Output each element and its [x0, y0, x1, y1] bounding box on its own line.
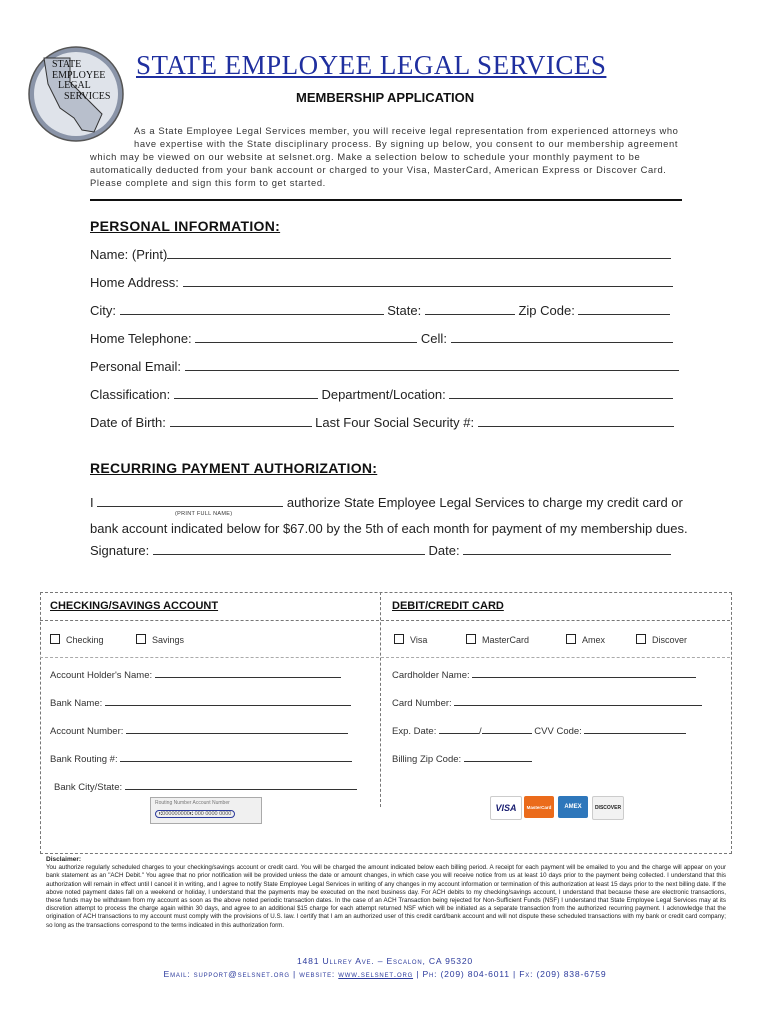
signature-label: Signature:	[90, 543, 150, 558]
check-sample-top: Routing Number Account Number	[155, 800, 230, 806]
checking-option[interactable]	[50, 634, 104, 645]
print-name-field[interactable]	[97, 494, 283, 507]
page-title: STATE EMPLOYEE LEGAL SERVICES	[136, 50, 607, 80]
intro-paragraph	[90, 124, 690, 189]
card-number-field[interactable]	[454, 696, 702, 706]
name-label: Name: (Print)	[90, 247, 168, 262]
signature-field[interactable]	[153, 542, 425, 555]
state-label: State:	[387, 303, 422, 318]
visa-label: Visa	[410, 635, 428, 645]
routing-row	[50, 752, 352, 765]
disclaimer-heading: Disclaimer:	[46, 856, 82, 863]
checkbox-icon[interactable]	[566, 634, 576, 644]
footer-website-link[interactable]: www.selsnet.org	[338, 969, 414, 979]
personal-info-heading: PERSONAL INFORMATION:	[90, 218, 281, 234]
mastercard-option[interactable]	[466, 634, 529, 645]
address-field[interactable]	[183, 274, 673, 287]
cardholder-field[interactable]	[472, 668, 696, 678]
phone-label: Home Telephone:	[90, 331, 192, 346]
footer-address: 1481 Ullrey Ave. – Escalon, CA 95320	[296, 956, 474, 966]
ssn-field[interactable]	[478, 414, 674, 427]
dept-label: Department/Location:	[321, 387, 446, 402]
card-number-row	[392, 696, 702, 709]
date-field[interactable]	[463, 542, 671, 555]
intro-line: have expertise with the State disciplinary process. By signing up below, you consent to our membership agreement	[134, 138, 679, 149]
checkbox-icon[interactable]	[394, 634, 404, 644]
payment-box-divider	[380, 592, 381, 807]
card-heading: DEBIT/CREDIT CARD	[392, 600, 504, 612]
exp-separator: /	[479, 726, 482, 737]
payment-box-rule	[40, 657, 730, 658]
cardholder-row	[392, 668, 696, 681]
checkbox-icon[interactable]	[466, 634, 476, 644]
bank-name-label: Bank Name:	[50, 698, 103, 709]
print-caption: (PRINT FULL NAME)	[175, 511, 233, 517]
phone-row	[90, 330, 673, 346]
bank-city-row	[54, 780, 357, 793]
class-label: Classification:	[90, 387, 171, 402]
intro-line: automatically deducted from your bank account or charged to your Visa, MasterCard, American Express or Discover Card.	[90, 164, 667, 175]
recurring-heading: RECURRING PAYMENT AUTHORIZATION:	[90, 460, 378, 476]
visa-logo: VISA	[490, 796, 522, 820]
billing-zip-label: Billing Zip Code:	[392, 754, 462, 765]
visa-option[interactable]	[394, 634, 427, 645]
bank-city-field[interactable]	[125, 780, 357, 790]
name-row	[90, 246, 671, 262]
email-row	[90, 358, 679, 374]
page-subtitle: MEMBERSHIP APPLICATION	[296, 90, 475, 105]
cvv-label: CVV Code:	[534, 726, 582, 737]
check-sample-bottom: ⑆000000000⑆ 000 0000 0000	[155, 810, 235, 818]
disclaimer-text: You authorize regularly scheduled charges to your checking/savings account or credit card. You will be charged the amount indicated below each billing period. A receipt for each payment will be emailed to you and the charge will appear on your bank statement as an "ACH Debit." You agree that no prior notification will be provided unless the date or amount changes, in which case you will receive notice from us at least 10 days prior to the payment being collected. I understand that this authorization will remain in effect until I cancel it in writing, and I agree to notify State Employee Legal Services in writing of any changes in my account information or termination of this authorization at least 15 days prior to the next billing date. If the above noted payment dates fall on a weekend or holiday, I understand that the payments may be executed on the next business day. For ACH debits to my checking/savings account, I understand that because these are electronic transactions, these funds may be withdrawn from my account as soon as the above noted periodic transaction dates. In the case of an ACH Transaction being rejected for Non-Sufficient Funds (NSF) I understand that State Employee Legal Services may at its discretion attempt to process the charge again within 30 days, and agree to an additional $15 charge for each attempt returned NSF which will be initiated as a separate transaction from the authorized recurring payment. I acknowledge that the origination of ACH transactions to my account must comply with the provisions of U.S. law. I certify that I am an authorized user of this credit card/bank account and will not dispute these scheduled transactions with my bank or credit card company; so long as the transactions correspond to the terms indicated in this authorization form.	[46, 864, 726, 929]
divider	[90, 199, 682, 201]
name-field[interactable]	[167, 246, 671, 259]
billing-zip-field[interactable]	[464, 752, 532, 762]
account-label: Account Number:	[50, 726, 124, 737]
intro-line: which may be viewed on our website at selsnet.org. Make a selection below to schedule your monthly payment to be	[90, 151, 641, 162]
city-label: City:	[90, 303, 116, 318]
payment-box	[40, 592, 732, 854]
disclaimer	[46, 856, 726, 930]
account-row	[50, 724, 348, 737]
zip-field[interactable]	[578, 302, 670, 315]
i-label: I	[90, 495, 94, 510]
amex-logo: AMEX	[558, 796, 588, 818]
logo-text-4: SERVICES	[64, 90, 111, 102]
intro-line: Please complete and sign this form to get started.	[90, 177, 326, 188]
holder-row	[50, 668, 341, 681]
exp-row	[392, 724, 686, 737]
account-field[interactable]	[126, 724, 348, 734]
email-field[interactable]	[185, 358, 679, 371]
address-row	[90, 274, 673, 290]
savings-label: Savings	[152, 635, 185, 645]
savings-option[interactable]	[136, 634, 184, 645]
discover-label: Discover	[652, 635, 688, 645]
dob-label: Date of Birth:	[90, 415, 166, 430]
zip-label: Zip Code:	[518, 303, 575, 318]
amount-text: bank account indicated below for $67.00 by the 5th of each month for payment of my membership dues.	[90, 521, 688, 536]
card-logos	[490, 796, 622, 822]
routing-label: Bank Routing #:	[50, 754, 118, 765]
phone-field[interactable]	[195, 330, 417, 343]
checking-label: Checking	[66, 635, 104, 645]
checkbox-icon[interactable]	[636, 634, 646, 644]
cell-field[interactable]	[451, 330, 673, 343]
state-field[interactable]	[425, 302, 515, 315]
dob-field[interactable]	[170, 414, 312, 427]
mastercard-label: MasterCard	[482, 635, 530, 645]
logo-text-1: STATE	[52, 59, 82, 70]
bank-name-row	[50, 696, 351, 709]
authorize-text: authorize State Employee Legal Services to charge my credit card or	[286, 495, 683, 510]
routing-field[interactable]	[120, 752, 352, 762]
authorize-row	[90, 494, 683, 510]
checkbox-icon[interactable]	[136, 634, 146, 644]
card-number-label: Card Number:	[392, 698, 452, 709]
amex-label: Amex	[582, 635, 606, 645]
exp-month-field[interactable]	[439, 724, 479, 734]
checkbox-icon[interactable]	[50, 634, 60, 644]
holder-label: Account Holder's Name:	[50, 670, 153, 681]
discover-logo: DISCOVER	[592, 796, 624, 820]
billing-zip-row	[392, 752, 532, 765]
mastercard-logo: MasterCard	[524, 796, 554, 818]
bank-city-label: Bank City/State:	[54, 782, 123, 793]
checking-heading: CHECKING/SAVINGS ACCOUNT	[50, 600, 219, 612]
cardholder-label: Cardholder Name:	[392, 670, 470, 681]
signature-row	[90, 542, 671, 558]
email-label: Personal Email:	[90, 359, 182, 374]
address-label: Home Address:	[90, 275, 179, 290]
footer-phones: | Ph: (209) 804-6011 | Fx: (209) 838-6759	[413, 969, 607, 979]
class-row	[90, 386, 673, 402]
logo-text-3: LEGAL	[58, 80, 91, 91]
dob-row	[90, 414, 674, 430]
exp-label: Exp. Date:	[392, 726, 437, 737]
city-row	[90, 302, 670, 318]
footer-contact	[0, 969, 770, 979]
class-field[interactable]	[174, 386, 318, 399]
intro-line: As a State Employee Legal Services member, you will receive legal representation from experienced attorneys who	[134, 125, 679, 136]
amex-option[interactable]	[566, 634, 605, 645]
footer-email: Email: support@selsnet.org | website:	[163, 969, 339, 979]
check-sample-image	[150, 797, 262, 824]
city-field[interactable]	[120, 302, 384, 315]
logo-text-2: EMPLOYEE	[52, 69, 106, 81]
bank-name-field[interactable]	[105, 696, 351, 706]
cell-label: Cell:	[420, 331, 447, 346]
exp-year-field[interactable]	[482, 724, 532, 734]
ssn-label: Last Four Social Security #:	[315, 415, 475, 430]
holder-field[interactable]	[155, 668, 341, 678]
cvv-field[interactable]	[584, 724, 686, 734]
payment-box-rule	[40, 620, 730, 621]
date-label: Date:	[428, 543, 460, 558]
discover-option[interactable]	[636, 634, 687, 645]
dept-field[interactable]	[449, 386, 673, 399]
